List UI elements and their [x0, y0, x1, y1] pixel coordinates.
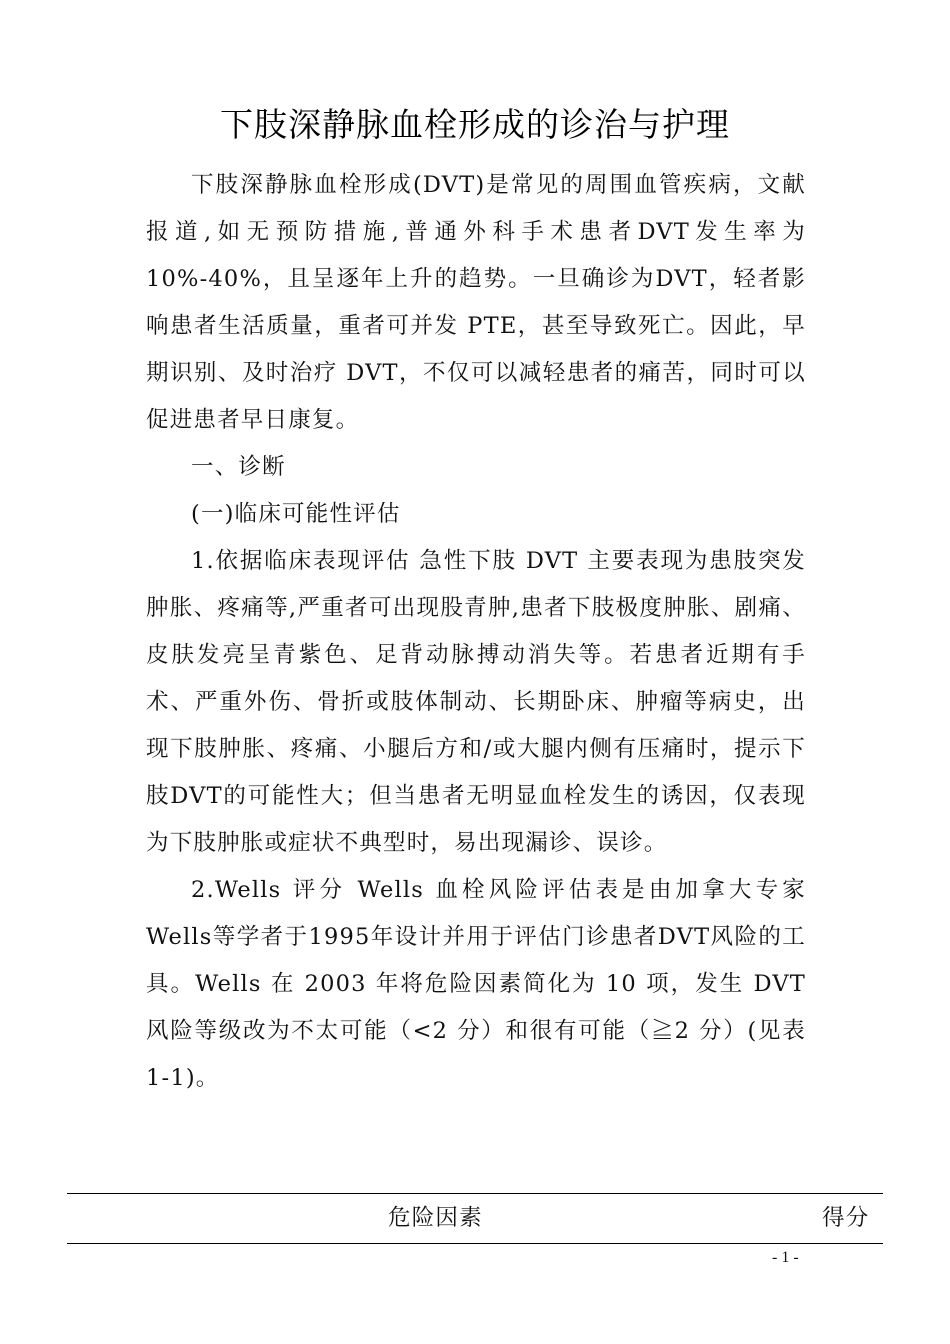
- document-body: [146, 162, 806, 1102]
- wells-score-paragraph: 2.Wells 评分 Wells 血栓风险评估表是由加拿大专家Wells等学者于1995年设计并用于评估门诊患者DVT风险的工具。Wells 在 2003 年将危险因素简化为 10 项，发生 DVT风险等级改为不太可能（<2 分）和很有可能（≧2 分）(见表 1-1)。: [146, 877, 806, 1091]
- table-header-risk-factor: 危险因素: [388, 1205, 483, 1231]
- document-title: 下肢深静脉血栓形成的诊治与护理: [220, 105, 730, 144]
- section-heading-diagnosis: 一、诊断: [191, 454, 286, 480]
- intro-paragraph: 下肢深静脉血栓形成(DVT)是常见的周围血管疾病，文献报道,如无预防措施,普通外科手术患者DVT发生率为10%-40%，且呈逐年上升的趋势。一旦确诊为DVT，轻者影响患者生活质量，重者可并发 PTE，甚至导致死亡。因此，早期识别、及时治疗 DVT，不仅可以减轻患者的痛苦，同时可以促进患者早日康复。: [146, 172, 806, 433]
- clinical-manifestation-paragraph: 1.依据临床表现评估 急性下肢 DVT 主要表现为患肢突发肿胀、疼痛等,严重者可出现股青肿,患者下肢极度肿胀、剧痛、皮肤发亮呈青紫色、足背动脉搏动消失等。若患者近期有手术、严重外伤、骨折或肢体制动、长期卧床、肿瘤等病史，出现下肢肿胀、疼痛、小腿后方和/或大腿内侧有压痛时，提示下肢DVT的可能性大；但当患者无明显血栓发生的诱因，仅表现为下肢肿胀或症状不典型时，易出现漏诊、误诊。: [146, 548, 806, 856]
- page-number: - 1 -: [772, 1249, 799, 1266]
- table-top-rule: [67, 1193, 883, 1194]
- subsection-heading-clinical-assessment: (一)临床可能性评估: [191, 501, 401, 527]
- table-header-rule: [67, 1243, 883, 1244]
- table-header-score: 得分: [822, 1205, 870, 1231]
